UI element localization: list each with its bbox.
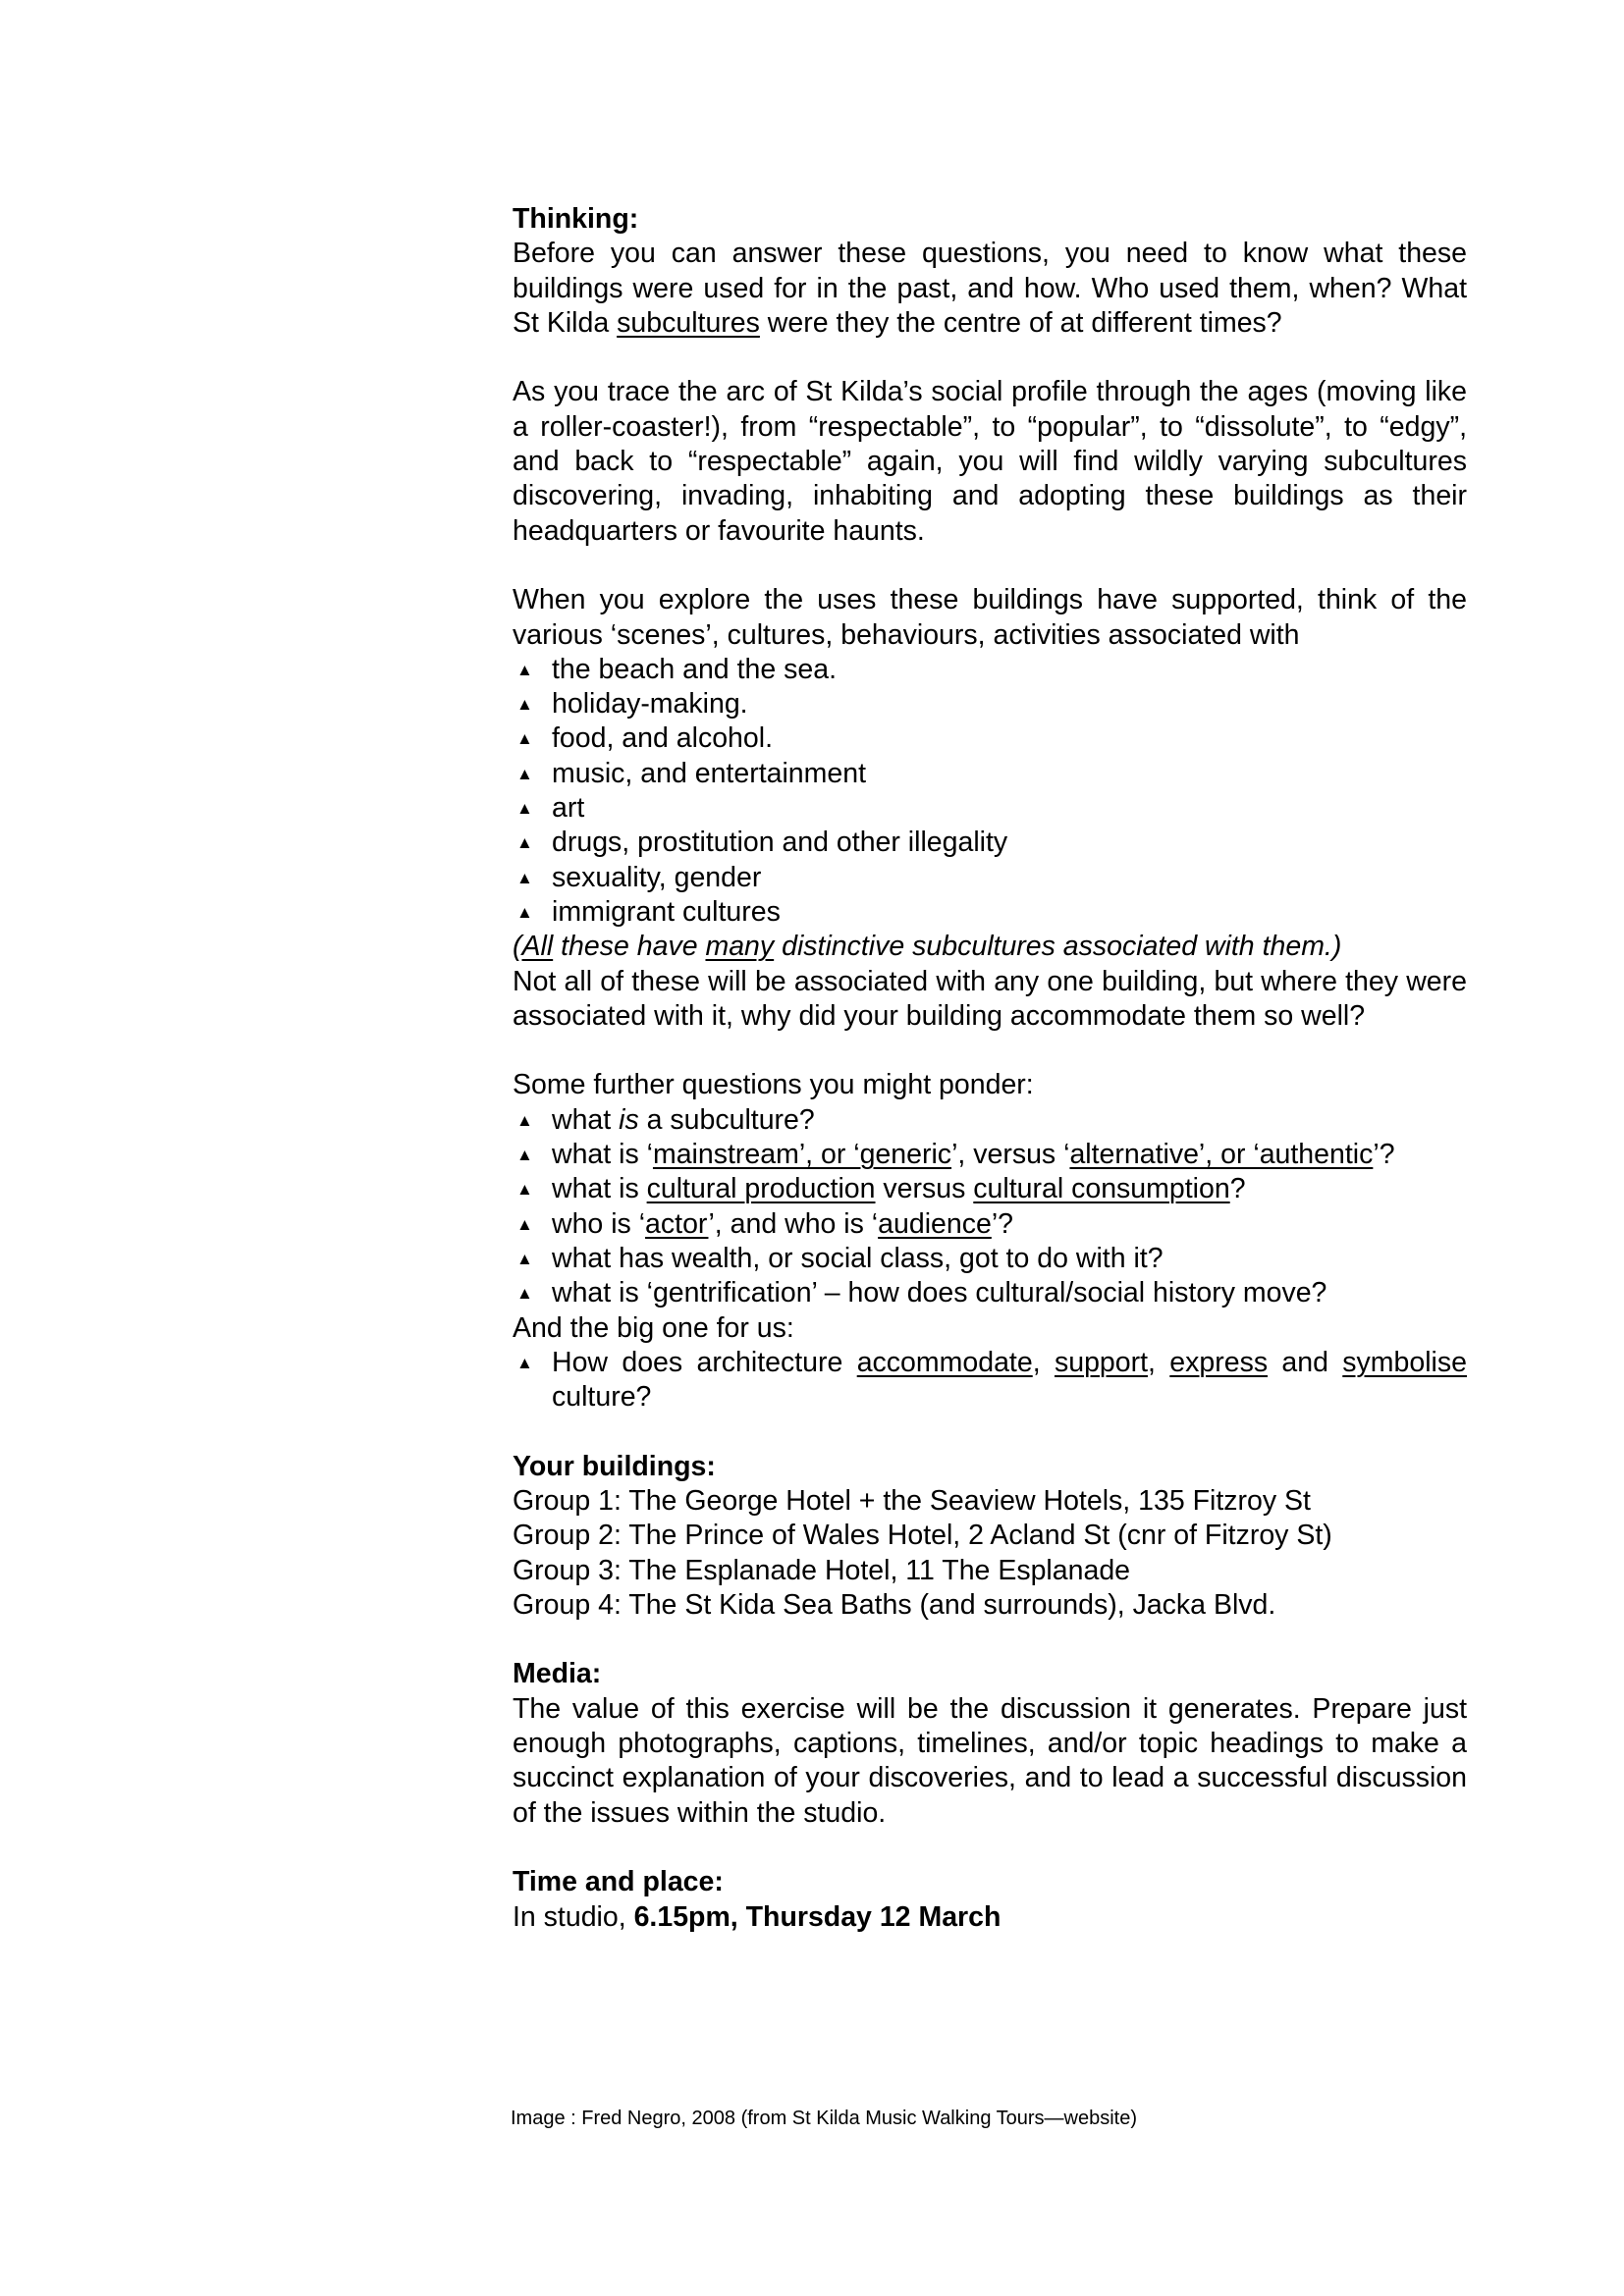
paragraph [513, 237, 1467, 341]
section-heading [513, 202, 1467, 237]
underlined-term: express [1169, 1346, 1269, 1378]
text-run: music, and entertainment [552, 757, 866, 789]
bullet-item [513, 1276, 1467, 1310]
triangle-bullet-icon: ▲ [516, 1353, 533, 1372]
paragraph [513, 1554, 1467, 1588]
triangle-bullet-icon: ▲ [516, 660, 533, 679]
text-run: , [1148, 1346, 1170, 1378]
text-run: is [619, 1103, 639, 1136]
text-run: immigrant cultures [552, 895, 781, 928]
text-run: As you trace the arc of St Kilda’s social profile through the ages (moving like a roller-coaster!), from “respectable”, to “popular”, to “dissolute”, to “edgy”, and back to “respectable” again, you will find wildly varying subcultures discovering, invading, inhabiting and adopting these buildings as their headquarters or favourite haunts. [513, 376, 1467, 547]
text-run: How does architecture [552, 1346, 857, 1378]
paragraph [513, 1484, 1467, 1519]
triangle-bullet-icon: ▲ [516, 833, 533, 853]
section-heading [513, 1865, 1467, 1899]
text-run: a subculture? [638, 1103, 815, 1136]
text-run: Thinking: [513, 203, 639, 235]
text-run: 6.15pm, Thursday 12 March [633, 1900, 1001, 1933]
paragraph [513, 375, 1467, 548]
text-run: Before you can answer these questions, you need to know what these buildings were used for in the past, and how. Who used them, when? What St Kilda [513, 238, 1467, 339]
document-body [513, 202, 1467, 1935]
paragraph [513, 1519, 1467, 1553]
text-run: what has wealth, or social class, got to do with it? [552, 1242, 1164, 1274]
text-run: And the big one for us: [513, 1311, 794, 1344]
triangle-bullet-icon: ▲ [516, 902, 533, 922]
paragraph [513, 1311, 1467, 1346]
paragraph [513, 1692, 1467, 1831]
text-run: drugs, prostitution and other illegality [552, 827, 1008, 859]
triangle-bullet-icon: ▲ [516, 695, 533, 715]
bullet-item [513, 1207, 1467, 1242]
triangle-bullet-icon: ▲ [516, 799, 533, 819]
triangle-bullet-icon: ▲ [516, 1180, 533, 1200]
text-run: Media: [513, 1658, 602, 1690]
text-run: what is ‘gentrification’ – how does cultural/social history move? [552, 1277, 1327, 1309]
text-run: food, and alcohol. [552, 722, 774, 755]
paragraph-spacer [513, 341, 1467, 375]
text-run: Some further questions you might ponder: [513, 1069, 1034, 1101]
triangle-bullet-icon: ▲ [516, 1249, 533, 1268]
underlined-term: subcultures [617, 306, 760, 339]
underlined-term: mainstream’, or ‘generic [652, 1139, 952, 1171]
triangle-bullet-icon: ▲ [516, 764, 533, 783]
paragraph [513, 1068, 1467, 1102]
triangle-bullet-icon: ▲ [516, 1284, 533, 1304]
text-run: Group 3: The Esplanade Hotel, 11 The Esplanade [513, 1554, 1131, 1586]
bullet-item [513, 687, 1467, 721]
bullet-item [513, 1103, 1467, 1138]
paragraph-spacer [513, 1623, 1467, 1657]
triangle-bullet-icon: ▲ [516, 868, 533, 887]
underlined-term: All [521, 931, 554, 963]
bullet-item [513, 721, 1467, 756]
underlined-term: cultural production [646, 1173, 876, 1205]
paragraph-spacer [513, 1415, 1467, 1449]
paragraph [513, 930, 1467, 964]
section-heading [513, 1450, 1467, 1484]
bullet-item [513, 861, 1467, 895]
text-run: distinctive subcultures associated with them.) [774, 931, 1342, 963]
text-run: The value of this exercise will be the discussion it generates. Prepare just enough photographs, captions, timelines, and/or topic headings to make a succinct explanation of your discoveries, and to lead a successful discussion of the issues within the studio. [513, 1692, 1467, 1829]
underlined-term: accommodate [856, 1346, 1033, 1378]
underlined-term: actor [645, 1207, 709, 1240]
paragraph-spacer [513, 1831, 1467, 1865]
underlined-term: alternative’, or ‘authentic [1069, 1139, 1374, 1171]
underlined-term: support [1054, 1346, 1149, 1378]
paragraph [513, 965, 1467, 1035]
triangle-bullet-icon: ▲ [516, 1146, 533, 1165]
paragraph [513, 583, 1467, 653]
paragraph [513, 1900, 1467, 1935]
text-run: When you explore the uses these buildings have supported, think of the various ‘scenes’, cultures, behaviours, activities associated with [513, 584, 1467, 651]
underlined-term: audience [878, 1207, 992, 1240]
text-run: culture? [552, 1381, 652, 1414]
text-run: , [1032, 1346, 1055, 1378]
text-run: and [1268, 1346, 1343, 1378]
text-run: ( [513, 931, 522, 963]
text-run: Group 2: The Prince of Wales Hotel, 2 Acland St (cnr of Fitzroy St) [513, 1520, 1332, 1552]
text-run: ’, versus ‘ [951, 1139, 1070, 1171]
text-run: Time and place: [513, 1866, 724, 1898]
text-run: were they the centre of at different times? [759, 306, 1282, 339]
image-credit-caption: Image : Fred Negro, 2008 (from St Kilda Music Walking Tours—website) [511, 2108, 1138, 2129]
text-run: Your buildings: [513, 1450, 716, 1482]
bullet-item [513, 826, 1467, 860]
text-run: what is ‘ [552, 1139, 653, 1171]
bullet-item [513, 1172, 1467, 1206]
text-run: Group 4: The St Kida Sea Baths (and surrounds), Jacka Blvd. [513, 1588, 1276, 1621]
text-run: ’, and who is ‘ [708, 1207, 879, 1240]
text-run: what [552, 1103, 620, 1136]
bullet-item [513, 1346, 1467, 1415]
text-run: Not all of these will be associated with any one building, but where they were associated with it, why did your building accommodate them so well? [513, 965, 1467, 1032]
bullet-item [513, 791, 1467, 826]
text-run: In studio, [513, 1900, 634, 1933]
text-run: Group 1: The George Hotel + the Seaview Hotels, 135 Fitzroy St [513, 1484, 1311, 1517]
bullet-item [513, 1138, 1467, 1172]
paragraph [513, 1588, 1467, 1623]
paragraph-spacer [513, 1034, 1467, 1068]
text-run: the beach and the sea. [552, 653, 837, 685]
text-run: ’? [991, 1207, 1014, 1240]
text-run: what is [552, 1173, 647, 1205]
underlined-term: cultural consumption [973, 1173, 1230, 1205]
triangle-bullet-icon: ▲ [516, 729, 533, 749]
underlined-term: symbolise [1342, 1346, 1467, 1378]
bullet-item [513, 653, 1467, 687]
text-run: ’? [1373, 1139, 1395, 1171]
bullet-item [513, 895, 1467, 930]
paragraph-spacer [513, 549, 1467, 583]
text-run: sexuality, gender [552, 861, 762, 893]
bullet-item [513, 1242, 1467, 1276]
text-run: holiday-making. [552, 688, 748, 721]
section-heading [513, 1657, 1467, 1691]
text-run: versus [875, 1173, 974, 1205]
underlined-term: many [705, 931, 775, 963]
triangle-bullet-icon: ▲ [516, 1110, 533, 1130]
text-run: who is ‘ [552, 1207, 646, 1240]
triangle-bullet-icon: ▲ [516, 1214, 533, 1234]
bullet-item [513, 757, 1467, 791]
text-run: these have [553, 931, 706, 963]
text-run: ? [1229, 1173, 1246, 1205]
text-run: art [552, 792, 585, 825]
